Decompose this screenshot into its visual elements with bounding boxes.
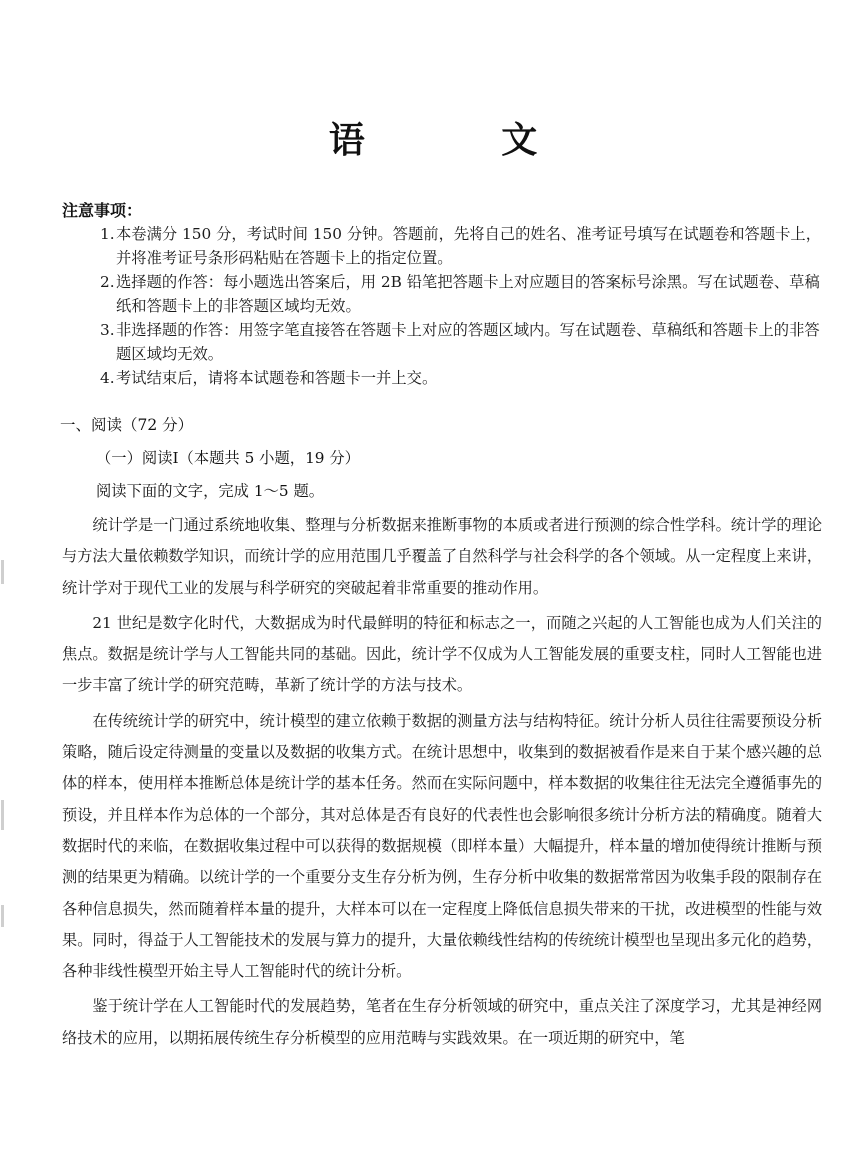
scan-edge-mark — [1, 905, 4, 927]
notice-item — [62, 270, 832, 318]
passage-paragraph: 在传统统计学的研究中，统计模型的建立依赖于数据的测量方法与结构特征。统计分析人员往往需要预设分析策略，随后设定待测量的变量以及数据的收集方式。在统计思想中，收集到的数据被看作是来自于某个感兴趣的总体的样本，使用样本推断总体是统计学的基本任务。然而在实际问题中，样本数据的收集往往无法完全遵循事先的预设，并且样本作为总体的一个部分，其对总体是否有良好的代表性也会影响很多统计分析方法的精确度。随着大数据时代的来临，在数据收集过程中可以获得的数据规模（即样本量）大幅提升，样本量的增加使得统计推断与预测的结果更为精确。以统计学的一个重要分支生存分析为例，生存分析中收集的数据常常因为收集手段的限制存在各种信息损失，然而随着样本量的提升，大样本可以在一定程度上降低信息损失带来的干扰，改进模型的性能与效果。同时，得益于人工智能技术的发展与算力的提升，大量依赖线性结构的传统统计模型也呈现出多元化的趋势，各种非线性模型开始主导人工智能时代的统计分析。 — [62, 711, 822, 981]
passage-paragraph: 鉴于统计学在人工智能时代的发展趋势，笔者在生存分析领域的研究中，重点关注了深度学习，尤其是神经网络技术的应用，以期拓展传统生存分析模型的应用范畴与实践效果。在一项近期的研究中，笔 — [62, 997, 822, 1047]
scan-edge-mark — [1, 560, 4, 584]
notice-item-number: 4. — [100, 369, 115, 387]
notice-item-text: 非选择题的作答：用签字笔直接答在答题卡上对应的答题区域内。写在试题卷、草稿纸和答题卡上的非答题区域均无效。 — [116, 321, 820, 363]
notice-item — [62, 366, 832, 390]
notice-item-number: 3. — [100, 321, 115, 339]
notice-item-number: 2. — [100, 273, 115, 291]
page-title: 语 文 — [328, 119, 600, 161]
notice-item-number: 1. — [100, 225, 115, 243]
subsection-heading: （一）阅读Ⅰ（本题共 5 小题，19 分） — [96, 449, 360, 467]
reading-passage — [62, 510, 822, 1058]
notice-list — [62, 222, 832, 390]
passage-paragraph: 统计学是一门通过系统地收集、整理与分析数据来推断事物的本质或者进行预测的综合性学科。统计学的理论与方法大量依赖数学知识，而统计学的应用范围几乎覆盖了自然科学与社会科学的各个领域。从一定程度上来讲，统计学对于现代工业的发展与科学研究的突破起着非常重要的推动作用。 — [62, 516, 822, 597]
notice-item — [62, 222, 832, 270]
notice-item — [62, 318, 832, 366]
notice-item-text: 本卷满分 150 分，考试时间 150 分钟。答题前，先将自己的姓名、准考证号填写在试题卷和答题卡上，并将准考证号条形码粘贴在答题卡上的指定位置。 — [116, 225, 822, 267]
passage-paragraph: 21 世纪是数字化时代，大数据成为时代最鲜明的特征和标志之一，而随之兴起的人工智能也成为人们关注的焦点。数据是统计学与人工智能共同的基础。因此，统计学不仅成为人工智能发展的重要支柱，同时人工智能也进一步丰富了统计学的研究范畴，革新了统计学的方法与技术。 — [62, 613, 822, 695]
notice-item-text: 选择题的作答：每小题选出答案后，用 2B 铅笔把答题卡上对应题目的答案标号涂黑。写在试题卷、草稿纸和答题卡上的非答题区域均无效。 — [116, 273, 820, 315]
reading-instruction: 阅读下面的文字，完成 1～5 题。 — [96, 482, 325, 500]
scan-edge-mark — [1, 800, 4, 830]
notice-item-text: 考试结束后，请将本试题卷和答题卡一并上交。 — [116, 369, 438, 387]
notice-heading: 注意事项： — [62, 201, 143, 220]
section-heading: 一、阅读（72 分） — [60, 416, 194, 434]
